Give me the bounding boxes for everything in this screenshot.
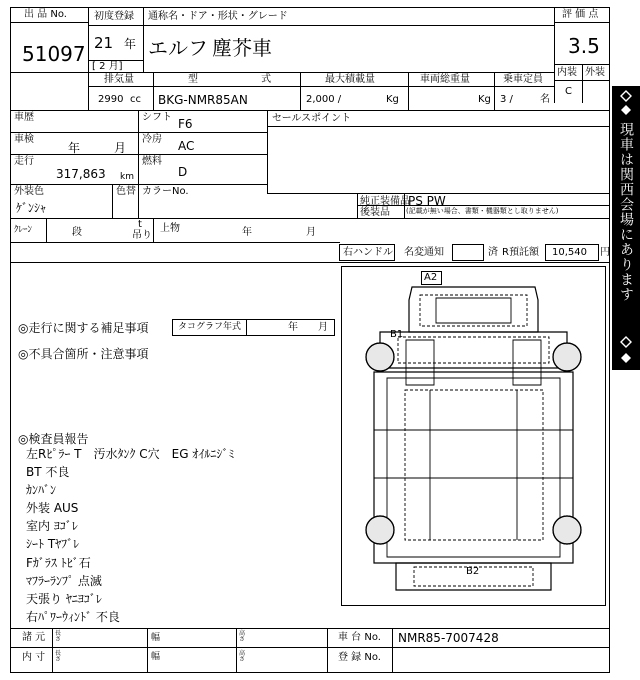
mileage-label: 走行 [14,156,34,167]
report-line: BT 不良 [26,465,70,479]
report-line: ｼｰﾄ Tﾔﾌﾞﾚ [26,537,80,551]
inspector-report-label: ◎検査員報告 [18,432,89,446]
upper-body-label: 上物 [160,223,180,234]
lot-label: 出 品 No. [24,9,67,20]
crane-label: ｸﾚｰﾝ [14,225,33,235]
defects-label: ◎不具合箇所・注意事項 [18,347,149,361]
tachograph-year: 年 [288,322,298,333]
report-line: 室内 ﾖｺﾞﾚ [26,519,78,533]
history-label: 車歴 [14,112,34,123]
crane-ton: t [138,219,142,230]
report-line: ﾏﾌﾗｰﾗﾝﾌﾟ 点滅 [26,574,102,588]
driving-notes-label: ◎走行に関する補足事項 [18,321,149,335]
mileage-unit: km [120,172,134,182]
shift-label: シフト [142,112,172,123]
recycle-unit: 円 [600,247,610,258]
exterior-grade-label: 外装 [585,67,605,78]
score-label: 評 価 点 [562,9,599,20]
score-value: 3.5 [568,34,600,58]
color-code-label: カラーNo. [142,186,189,197]
gross-weight-unit: Kg [478,94,491,105]
registration-no-label: 登 録 No. [338,652,381,663]
venue-notice [612,86,640,370]
car-name-label: 通称名・ドア・形状・グレード [148,11,288,22]
ac-value: AC [178,139,195,153]
name-change-label: 名変通知 [404,247,444,258]
width-label: 幅 [151,633,161,643]
crane-stage: 段 [72,227,82,238]
fuel-label: 燃料 [142,156,162,167]
inspection-year: 年 [68,141,81,155]
displacement-unit: cc [130,94,141,105]
aftermarket-note: (記載が無い場合、書類・機器類とし取りません) [406,207,559,215]
reg-year-unit: 年 [124,37,137,51]
color-value: ｹﾞﾝｼｬ [16,201,47,215]
color-label: 外装色 [14,186,44,197]
diamond-icon [620,336,632,348]
damage-mark-a2: A2 [424,272,438,283]
diamond-icon [620,104,632,116]
interior-grade-label: 内装 [557,67,577,78]
report-line: 外装 AUS [26,501,79,515]
inspection-month: 月 [114,141,127,155]
interior-width-label: 幅 [151,652,161,662]
max-load-value: 2,000 / [306,94,342,105]
recycle-amount: 10,540 [552,247,587,258]
max-load-label: 最大積載量 [325,74,375,85]
interior-height-label: 高さ [239,650,246,663]
reg-year: 21 [94,34,114,52]
report-line: Fｶﾞﾗｽ ﾄﾋﾞ石 [26,556,91,570]
report-line: 左Rﾋﾟﾗｰ T 汚水ﾀﾝｸ C穴 EG ｵｲﾙﾆｼﾞﾐ [26,447,235,461]
interior-length-label: 長さ [55,650,62,663]
upper-year: 年 [242,227,252,238]
interior-grade: C [565,86,572,97]
car-name: エルフ [148,36,208,60]
chassis-no: NMR85-7007428 [398,631,499,645]
lot-number: 51097 [22,42,86,66]
dimensions-label: 諸 元 [22,632,46,643]
capacity-unit: 名 [540,94,550,105]
genuine-equipment-label: 純正装備品 [360,196,410,207]
capacity-value: 3 / [500,94,513,105]
crane-hang: 吊り [132,230,152,241]
genuine-equipment-value: PS PW [408,194,446,208]
displacement-label: 排気量 [104,74,134,85]
first-reg-label: 初度登録 [94,11,134,22]
sales-point-label: セールスポイント [272,113,352,124]
gross-weight-label: 車両総重量 [420,74,470,85]
damage-mark-b1: B1 [390,329,404,340]
aftermarket-label: 後装品 [360,207,390,218]
fuel-value: D [178,165,188,179]
inspection-label: 車検 [14,134,34,145]
model-value: BKG-NMR85AN [158,93,248,107]
right-handle-badge: 右ハンドル [343,247,393,258]
reg-month: [ 2 月] [92,61,123,72]
model-label: 型 式 [188,74,302,85]
tachograph-label: タコグラフ年式 [178,322,242,332]
recycle-done-label: 済 [488,247,498,258]
damage-mark-b2: B2 [466,566,480,577]
venue-notice-text: 現車は関西会場にあります [618,122,634,302]
diamond-icon [620,90,632,102]
height-label: 高さ [239,630,246,643]
car-type: 塵芥車 [212,36,272,60]
chassis-no-label: 車 台 No. [338,632,381,643]
report-line: 天張り ﾔﾆﾖｺﾞﾚ [26,592,102,606]
color-change-label: 色替 [116,186,136,197]
interior-dimensions-label: 内 寸 [22,652,46,663]
vehicle-diagram [366,272,581,591]
shift-value: F6 [178,117,193,131]
tachograph-month: 月 [318,322,328,333]
length-label: 長さ [55,630,62,643]
report-line: 右ﾊﾟﾜｰｳｨﾝﾄﾞ 不良 [26,610,120,624]
mileage-value: 317,863 [56,167,106,181]
ac-label: 冷房 [142,134,162,145]
max-load-unit: Kg [386,94,399,105]
recycle-deposit-label: R預託額 [502,247,539,258]
displacement-value: 2990 [98,94,124,105]
report-line: ｶﾝﾊﾞﾝ [26,483,57,497]
upper-month: 月 [306,227,316,238]
capacity-label: 乗車定員 [503,74,543,85]
diamond-icon [620,352,632,364]
